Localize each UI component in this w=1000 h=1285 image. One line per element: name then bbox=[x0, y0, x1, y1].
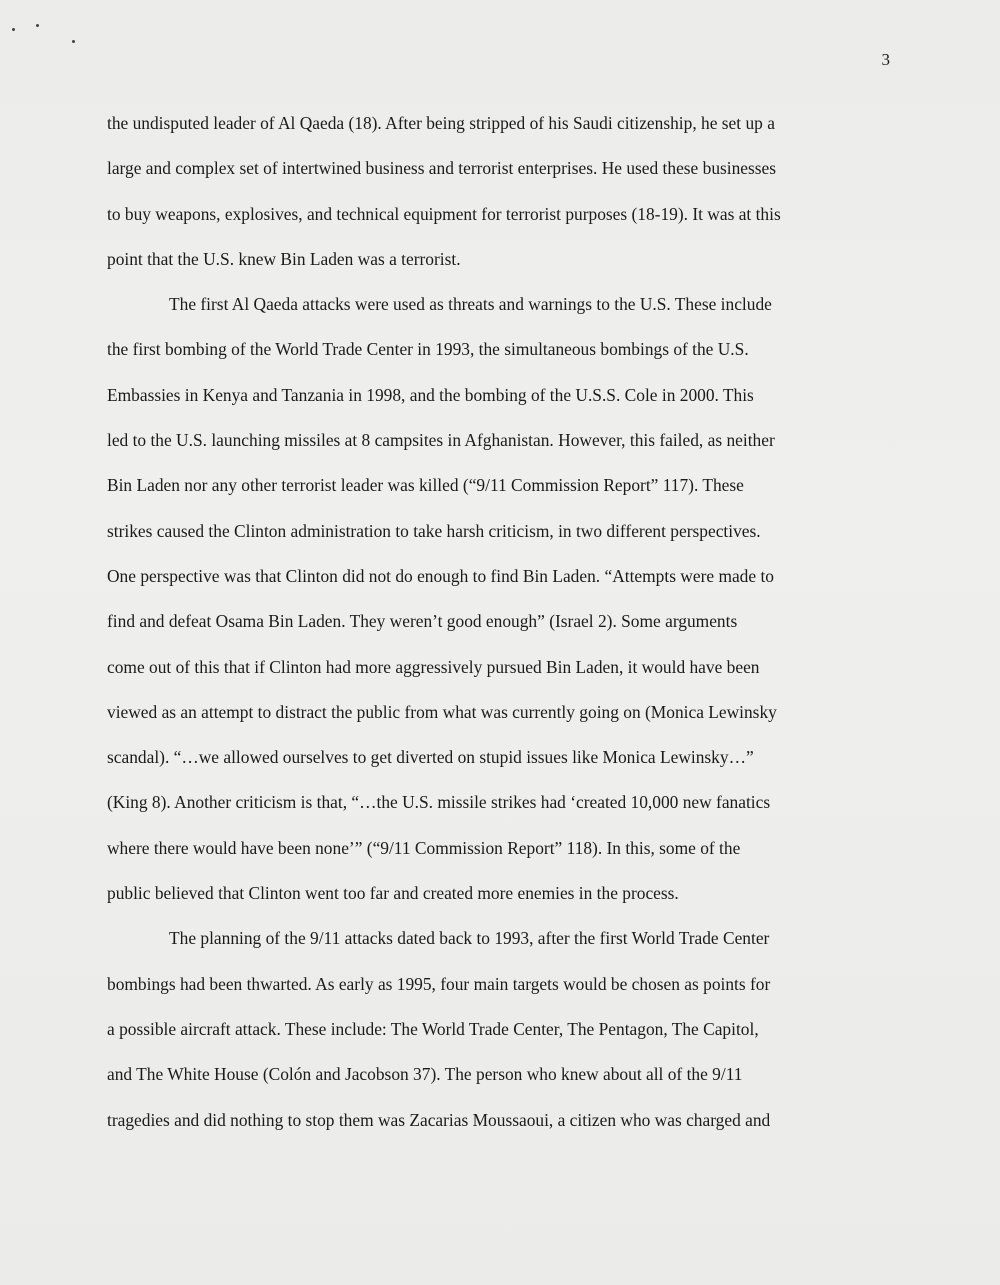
text-line: the undisputed leader of Al Qaeda (18). After being stripped of his Saudi citizenship, he set up a bbox=[107, 113, 775, 133]
scan-dot bbox=[12, 28, 15, 31]
text-line: (King 8). Another criticism is that, “…the U.S. missile strikes had ‘created 10,000 new fanatics bbox=[107, 792, 771, 813]
scan-dot bbox=[72, 40, 75, 43]
paragraph-first-line: The first Al Qaeda attacks were used as threats and warnings to the U.S. These include bbox=[169, 294, 772, 315]
text-line: public believed that Clinton went too far and created more enemies in the process. bbox=[107, 883, 679, 904]
body-text bbox=[107, 108, 907, 1150]
paragraph-first-line: The planning of the 9/11 attacks dated back to 1993, after the first World Trade Center bbox=[169, 928, 770, 949]
text-line: tragedies and did nothing to stop them was Zacarias Moussaoui, a citizen who was charged and bbox=[107, 1109, 771, 1130]
text-line: where there would have been none’” (“9/11 Commission Report” 118). In this, some of the bbox=[107, 837, 741, 858]
text-line: large and complex set of intertwined business and terrorist enterprises. He used these businesses bbox=[107, 158, 777, 179]
text-line: Bin Laden nor any other terrorist leader was killed (“9/11 Commission Report” 117). These bbox=[107, 475, 744, 496]
text-line: bombings had been thwarted. As early as 1995, four main targets would be chosen as points for bbox=[107, 973, 771, 994]
text-line: find and defeat Osama Bin Laden. They weren’t good enough” (Israel 2). Some arguments bbox=[107, 611, 738, 632]
page-number: 3 bbox=[881, 50, 890, 69]
text-line: point that the U.S. knew Bin Laden was a terrorist. bbox=[107, 248, 461, 269]
text-line: One perspective was that Clinton did not do enough to find Bin Laden. “Attempts were made to bbox=[107, 565, 774, 586]
text-line: a possible aircraft attack. These include: The World Trade Center, The Pentagon, The Capitol, bbox=[107, 1018, 759, 1039]
text-line: Embassies in Kenya and Tanzania in 1998, and the bombing of the U.S.S. Cole in 2000. This bbox=[107, 384, 754, 405]
text-line: the first bombing of the World Trade Center in 1993, the simultaneous bombings of the U.S. bbox=[107, 339, 749, 360]
text-line: strikes caused the Clinton administration to take harsh criticism, in two different perspectives. bbox=[107, 520, 761, 541]
text-line: and The White House (Colón and Jacobson 37). The person who knew about all of the 9/11 bbox=[107, 1064, 743, 1085]
text-line: viewed as an attempt to distract the public from what was currently going on (Monica Lewinsky bbox=[107, 701, 777, 722]
text-line: to buy weapons, explosives, and technical equipment for terrorist purposes (18-19). It was at this bbox=[107, 203, 781, 224]
text-line: led to the U.S. launching missiles at 8 campsites in Afghanistan. However, this failed, as neither bbox=[107, 430, 775, 451]
text-line: come out of this that if Clinton had more aggressively pursued Bin Laden, it would have been bbox=[107, 656, 760, 677]
text-line: scandal). “…we allowed ourselves to get diverted on stupid issues like Monica Lewinsky…” bbox=[107, 747, 754, 768]
scan-dot bbox=[36, 24, 39, 27]
scan-artifact-dots bbox=[8, 16, 88, 56]
